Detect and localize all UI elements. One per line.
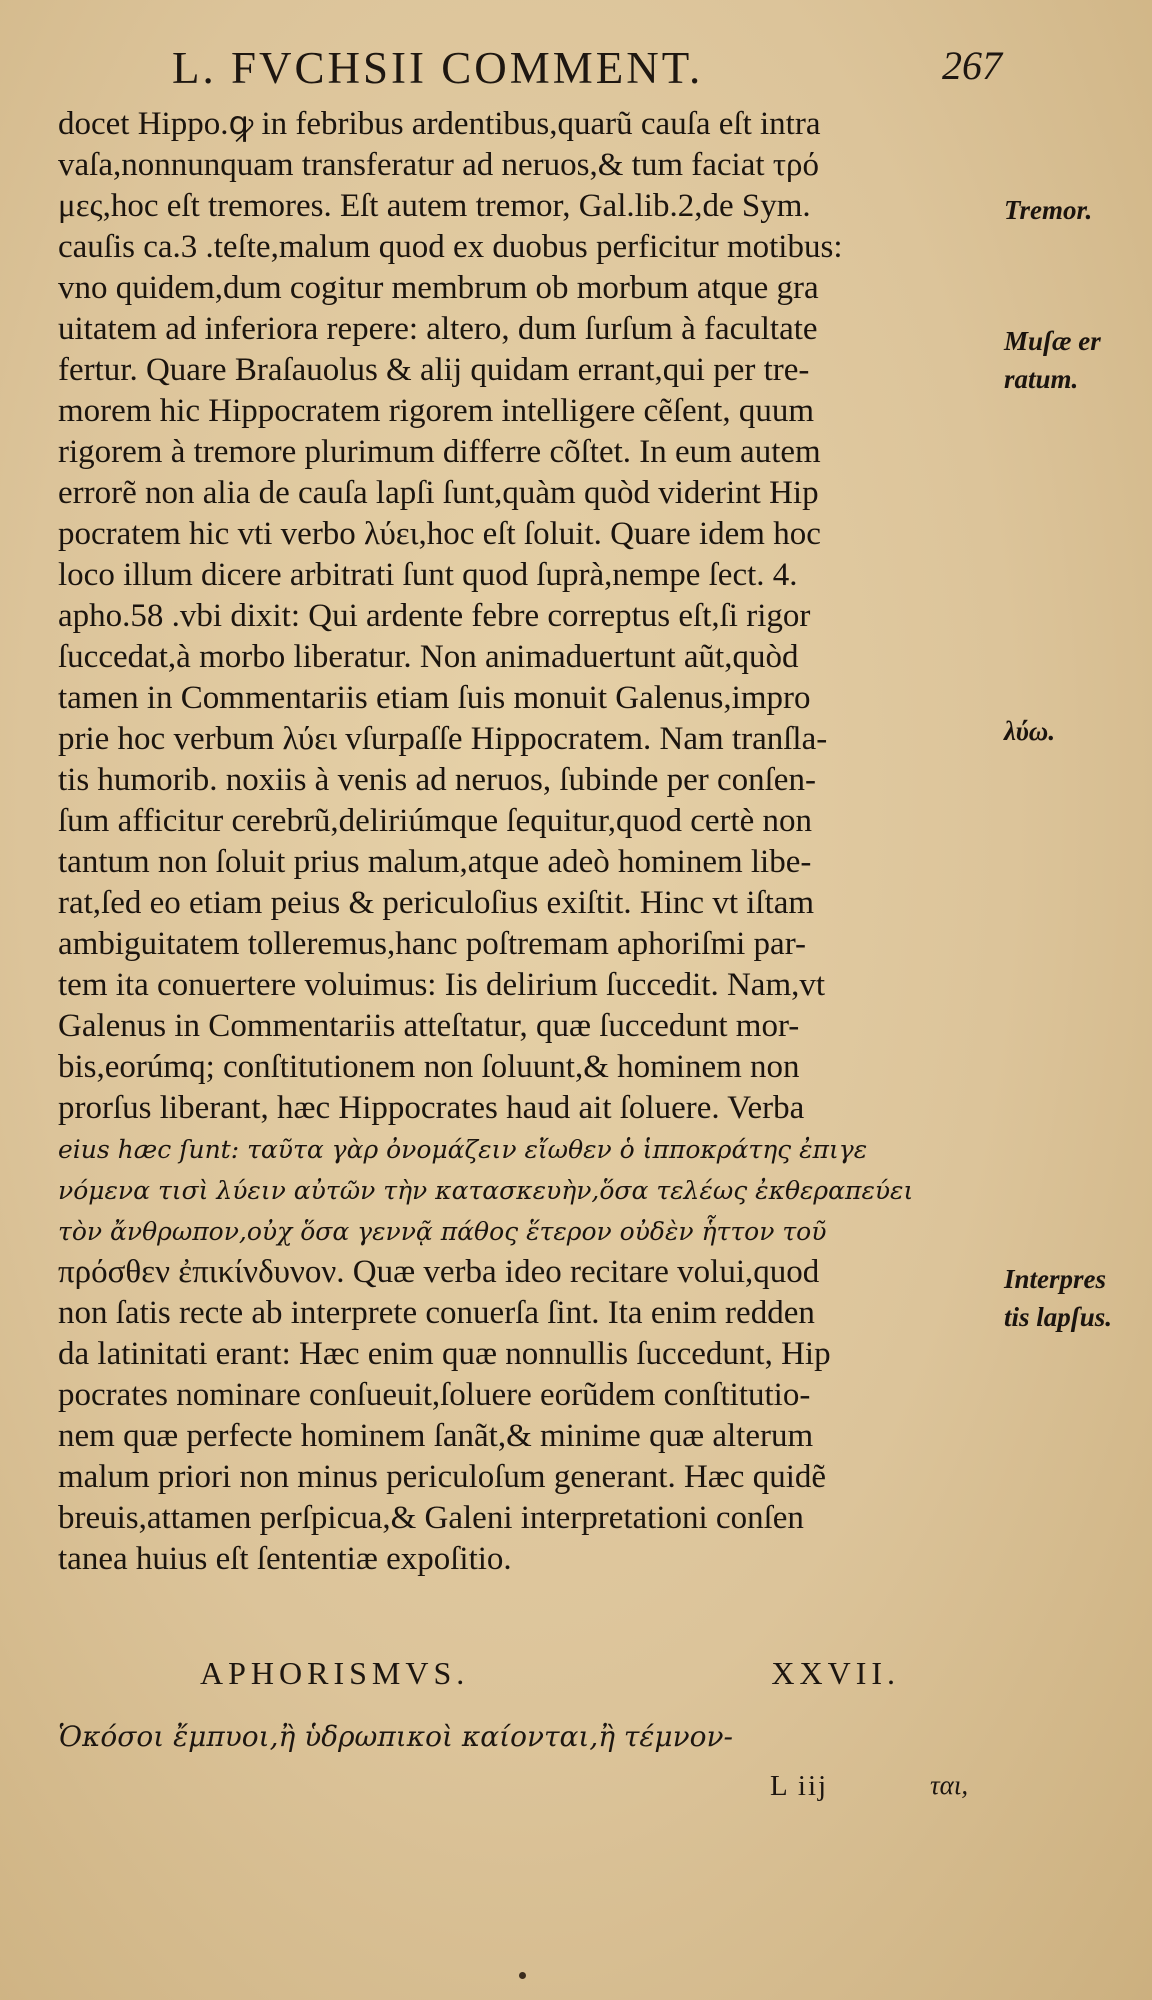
text-line: vno quidem,dum cogitur membrum ob morbum atque gra [58,270,819,306]
text-line: docet Hippo.ꝙ in febribus ardentibus,quarũ cauſa eſt intra [58,106,821,142]
text-line: apho.58 .vbi dixit: Qui ardente febre correptus eſt,ſi rigor [58,598,811,634]
text-line: nem quæ perfecte hominem ſanãt,& minime quæ alterum [58,1418,814,1454]
text-line: rigorem à tremore plurimum differre cõſtet. In eum autem [58,434,821,470]
text-line: rat,ſed eo etiam peius & periculoſius exiſtit. Hinc vt iſtam [58,885,815,921]
text-line: tis humorib. noxiis à venis ad neruos, ſubinde per conſen- [58,762,816,798]
text-line: ambiguitatem tolleremus,hanc poſtremam aphoriſmi par- [58,926,807,962]
text-line: cauſis ca.3 .teſte,malum quod ex duobus perficitur motibus: [58,229,843,265]
text-line: malum priori non minus periculoſum generant. Hæc quidẽ [58,1459,827,1495]
text-line: da latinitati erant: Hæc enim quæ nonnullis ſuccedunt, Hip [58,1336,831,1372]
text-line: prie hoc verbum λύει vſurpaſſe Hippocratem. Nam tranſla- [58,721,828,757]
text-line: prorſus liberant, hæc Hippocrates haud ait ſoluere. Verba [58,1090,805,1126]
margin-note-tremor: Tremor. [1004,195,1093,225]
margin-note-interpres-line-2: tis lapſus. [1004,1302,1113,1332]
text-line: morem hic Hippocratem rigorem intelligere cẽſent, quum [58,393,814,429]
signature-mark: L iij [770,1770,829,1802]
text-line: tantum non ſoluit prius malum,atque adeò hominem libe- [58,844,812,880]
aphorism-heading-word: APHORISMVS. [200,1655,470,1691]
text-line: breuis,attamen perſpicua,& Galeni interpretationi conſen [58,1500,804,1536]
text-line: tamen in Commentariis etiam ſuis monuit Galenus,impro [58,680,811,716]
margin-note-luo: λύω. [1004,716,1056,746]
ornament-dot [519,1972,526,1979]
text-line: uitatem ad inferiora repere: altero, dum ſurſum à facultate [58,311,818,347]
margin-note-interpres-line-1: Interpres [1004,1264,1107,1294]
text-line: tem ita conuertere voluimus: Iis delirium ſuccedit. Nam,vt [58,967,826,1003]
text-line: ſuccedat,à morbo liberatur. Non animaduertunt aũt,quòd [58,639,799,675]
text-line: errorẽ non alia de cauſa lapſi ſunt,quàm quòd viderint Hip [58,475,819,511]
text-line: tanea huius eſt ſententiæ expoſitio. [58,1541,512,1577]
text-line: vaſa,nonnunquam transferatur ad neruos,& tum faciat τρό [58,147,819,183]
text-line: πρόσθεν ἐπικίνδυνον. Quæ verba ideo recitare volui,quod [58,1254,820,1290]
text-line: pocrates nominare conſueuit,ſoluere eorũdem conſtitutio- [58,1377,811,1413]
commentary-body [58,104,998,1580]
aphorism-heading-number: XXVII. [771,1655,900,1691]
catchword: ται, [930,1770,969,1800]
margin-note-musae-line-2: ratum. [1004,364,1079,394]
text-line: non ſatis recte ab interprete conuerſa ſint. Ita enim redden [58,1295,815,1331]
aphorism-greek-text: Ὁκόσοι ἔμπυοι,ἢ ὑδρωπικοὶ καίονται,ἢ τέμνον- [58,1720,733,1753]
margin-note-musae-line-1: Muſæ er [1004,326,1101,356]
aphorism-heading [200,1655,900,1705]
text-line: Galenus in Commentariis atteſtatur, quæ ſuccedunt mor- [58,1008,800,1044]
text-line: loco illum dicere arbitrati ſunt quod ſuprà,nempe ſect. 4. [58,557,798,593]
page-number: 267 [942,43,1002,88]
page-header [172,42,1002,102]
text-line: μες,hoc eſt tremores. Eſt autem tremor, Gal.lib.2,de Sym. [58,188,811,224]
text-line: fertur. Quare Braſauolus & alij quidam errant,qui per tre- [58,352,810,388]
greek-text-line: eius hæc ſunt: ταῦτα γὰρ ὀνομάζειν εἴωθεν ὁ ἱπποκράτης ἐπιγε [58,1135,868,1164]
text-line: pocratem hic vti verbo λύει,hoc eſt ſoluit. Quare idem hoc [58,516,821,552]
text-line: bis,eorúmq; conſtitutionem non ſoluunt,& hominem non [58,1049,800,1085]
greek-text-line: νόμενα τισὶ λύειν αὐτῶν τὴν κατασκευὴν,ὅσα τελέως ἐκθεραπεύει [58,1176,914,1205]
running-head: L. FVCHSII COMMENT. [172,43,704,93]
text-line: ſum afficitur cerebrũ,deliriúmque ſequitur,quod certè non [58,803,813,839]
greek-text-line: τὸν ἄνθρωπον,οὐχ ὅσα γεννᾷ πάθος ἕτερον οὐδὲν ἧττον τοῦ [58,1217,827,1246]
